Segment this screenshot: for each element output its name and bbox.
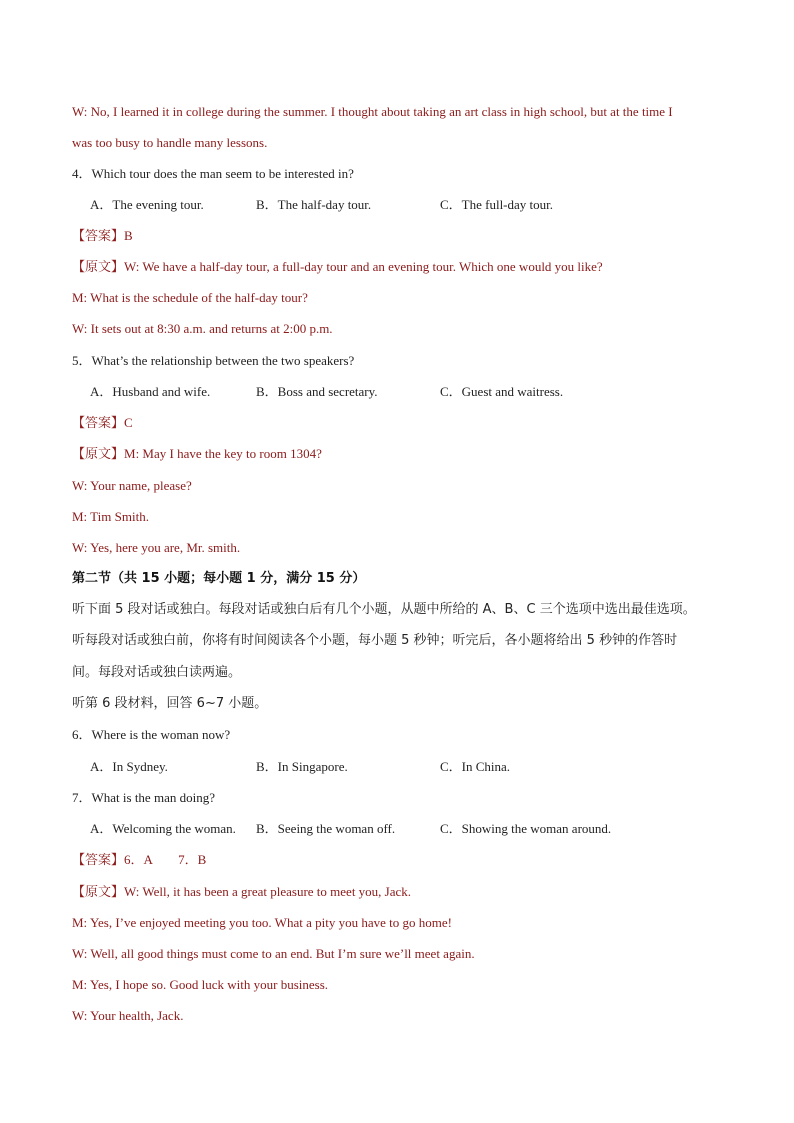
transcript-line: M: Tim Smith.	[72, 509, 149, 524]
transcript-line: W: It sets out at 8:30 a.m. and returns at 2:00 p.m.	[72, 321, 333, 336]
question-7: 7．What is the man doing?	[72, 790, 215, 805]
option-5c: C．Guest and waitress.	[440, 384, 564, 399]
transcript-line: W: Your health, Jack.	[72, 1008, 184, 1023]
answer-tag: 【答案】	[72, 853, 125, 868]
instruction-line: 听每段对话或独白前，你将有时间阅读各个小题，每小题 5 秒钟；听完后，各小题将给出 5 秒钟的作答时	[72, 633, 678, 648]
option-7b: B．Seeing the woman off.	[256, 821, 396, 836]
answer-value: C	[124, 415, 133, 430]
question-4: 4．Which tour does the man seem to be interested in?	[72, 166, 354, 181]
option-6b: B．In Singapore.	[256, 759, 348, 774]
original-text: M: May I have the key to room 1304?	[124, 446, 322, 461]
original-tag: 【原文】	[72, 260, 125, 275]
answer-value: 6．A 7．B	[124, 852, 207, 867]
answer-tag: 【答案】	[72, 416, 125, 431]
question-6: 6．Where is the woman now?	[72, 727, 231, 742]
option-5a: A．Husband and wife.	[90, 384, 211, 399]
original-5	[72, 445, 734, 464]
transcript-line: M: Yes, I hope so. Good luck with your business.	[72, 977, 329, 992]
section-heading: 第二节（共 15 小题；每小题 1 分，满分 15 分）	[72, 571, 366, 586]
original-tag: 【原文】	[72, 885, 125, 900]
original-text: W: Well, it has been a great pleasure to meet you, Jack.	[124, 884, 412, 899]
transcript-line: W: Your name, please?	[72, 478, 192, 493]
original-tag: 【原文】	[72, 447, 125, 462]
option-6a: A．In Sydney.	[90, 759, 168, 774]
instruction-line: 听第 6 段材料，回答 6~7 小题。	[72, 696, 268, 711]
answer-6-7	[72, 851, 734, 870]
transcript-line: M: What is the schedule of the half-day tour?	[72, 290, 308, 305]
answer-4	[72, 227, 734, 246]
answer-value: B	[124, 228, 133, 243]
original-text: W: We have a half-day tour, a full-day tour and an evening tour. Which one would you like?	[124, 259, 603, 274]
option-6c: C．In China.	[440, 759, 511, 774]
option-7a: A．Welcoming the woman.	[90, 821, 236, 836]
transcript-line: W: Yes, here you are, Mr. smith.	[72, 540, 241, 555]
option-5b: B．Boss and secretary.	[256, 384, 378, 399]
transcript-line: W: No, I learned it in college during the summer. I thought about taking an art class in high school, but at the time I	[72, 104, 673, 119]
option-4c: C．The full-day tour.	[440, 197, 554, 212]
transcript-line: W: Well, all good things must come to an end. But I’m sure we’ll meet again.	[72, 946, 475, 961]
instruction-line: 间。每段对话或独白读两遍。	[72, 665, 242, 680]
answer-tag: 【答案】	[72, 229, 125, 244]
answer-5	[72, 414, 734, 433]
transcript-line: was too busy to handle many lessons.	[72, 135, 268, 150]
option-7c: C．Showing the woman around.	[440, 821, 612, 836]
question-5: 5．What’s the relationship between the two speakers?	[72, 353, 355, 368]
option-4a: A．The evening tour.	[90, 197, 204, 212]
original-4	[72, 258, 734, 277]
option-4b: B．The half-day tour.	[256, 197, 372, 212]
instruction-line: 听下面 5 段对话或独白。每段对话或独白后有几个小题，从题中所给的 A、B、C 三个选项中选出最佳选项。	[72, 602, 696, 617]
original-6-7	[72, 883, 734, 902]
transcript-line: M: Yes, I’ve enjoyed meeting you too. What a pity you have to go home!	[72, 915, 452, 930]
